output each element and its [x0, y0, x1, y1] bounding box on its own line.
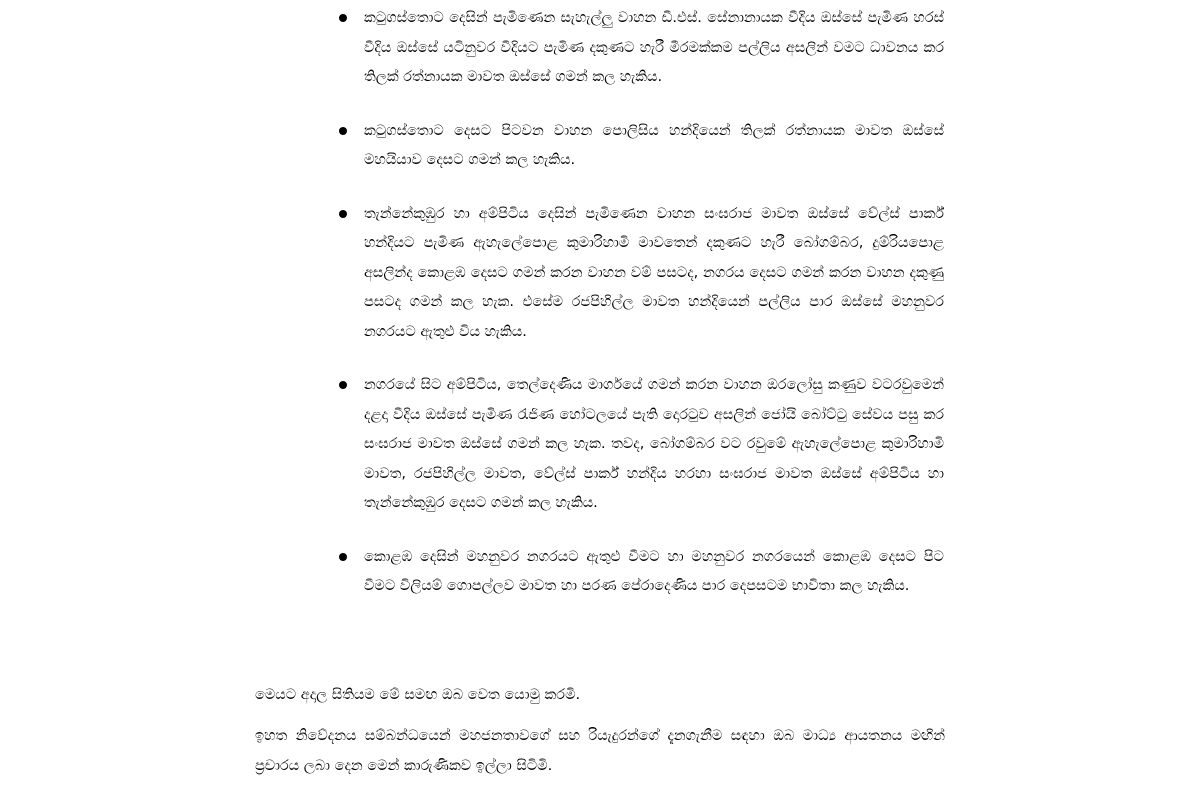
list-item [338, 117, 944, 176]
list-item [338, 4, 944, 93]
media-request-paragraph: ඉහත නිවේදනය සම්බන්ධයෙන් මහජනතාවගේ සහ රියැදුරන්ගේ දැනගැනීම සඳහා ඔබ මාධ්‍ය ආයතනය මඟින් ප්‍රචාරය ලබා දෙන මෙන් කාරුණිකව ඉල්ලා සිටිමි. [255, 728, 945, 774]
bullet-icon [339, 14, 347, 22]
map-reference-paragraph: මෙයට අදාල සිතියම මේ සමඟ ඔබ වෙත යොමු කරමි. [255, 687, 581, 703]
list-item-text: කොළඹ දෙසින් මහනුවර නගරයට ඇතුළු වීමට හා මහනුවර නගරයෙන් කොළඹ දෙසට පිට වීමට විලියම් ගොපල්ලව මාවත හා පරණ පේරාදෙණිය පාර දෙපසටම භාවිතා කල හැකිය. [364, 548, 944, 594]
list-item-text: නගරයේ සිට අම්පිටිය, තෙල්දෙණිය මාර්ගයේ ගමන් කරන වාහන ඔරලෝසු කණුව වටරවුමෙන් දළදා වීදිය ඔස්සේ පැමිණ රැජිණ හෝටලයේ පැති දොරටුව අසලින් ජෝයි බෝට්ටු සේවය පසු කර සංඝරාජ මාවත ඔස්සේ ගමන් කල හැක. තවද, බෝගම්බර වට රවුමේ ඇහැලේපොළ කුමාරිහාමි මාවත, රජපිහිල්ල මාවත, වේල්ස් පාර්ක් හන්දිය හරහා සංඝරාජ මාවත ඔස්සේ අම්පිටිය හා තැන්නේකුඹුර දෙසට ගමන් කල හැකිය. [364, 377, 944, 511]
bullet-icon [339, 381, 347, 389]
traffic-route-list [338, 4, 944, 602]
list-item-text: කටුගස්තොට දෙසට පිටවන වාහන පොලිසිය හන්දියෙන් තිලක් රත්නායක මාවත ඔස්සේ මහයියාව දෙසට ගමන් කල හැකිය. [364, 122, 944, 168]
list-item [338, 543, 944, 602]
bullet-icon [339, 210, 347, 218]
list-item-text: තැන්නේකුඹුර හා අම්පිටිය දෙසින් පැමිණෙන වාහන සංඝරාජ මාවත ඔස්සේ වේල්ස් පාර්ක් හන්දියට පැමිණ ඇහැලේපොළ කුමාරිහාමි මාවතෙන් දකුණට හැරී බෝගම්බර, දුම්රියපොළ අසලින්ද කොළඹ දෙසට ගමන් කරන වාහන වම් පසටද, නගරය දෙසට ගමන් කරන වාහන දකුණු පසටද ගමන් කල හැක. එසේම රජපිහිල්ල මාවත හන්දියෙන් පල්ලිය පාර ඔස්සේ මහනුවර නගරයට ඇතුළු විය හැකිය. [364, 205, 944, 340]
bullet-icon [339, 553, 347, 561]
list-item [338, 371, 944, 519]
bullet-icon [339, 127, 347, 135]
list-item-text: කටුගස්තොට දෙසින් පැමිණෙන සැහැල්ලු වාහන ඩී.එස්. සේනානායක වීදිය ඔස්සේ පැමිණ හරස් වීදිය ඔස්සේ යටිනුවර වීදියට පැමිණ දකුණට හැරී මීරමක්කම පල්ලිය අසලින් වමට ධාවනය කර තිලක් රත්නායක මාවත ඔස්සේ ගමන් කල හැකිය. [364, 10, 944, 85]
list-item [338, 200, 944, 348]
